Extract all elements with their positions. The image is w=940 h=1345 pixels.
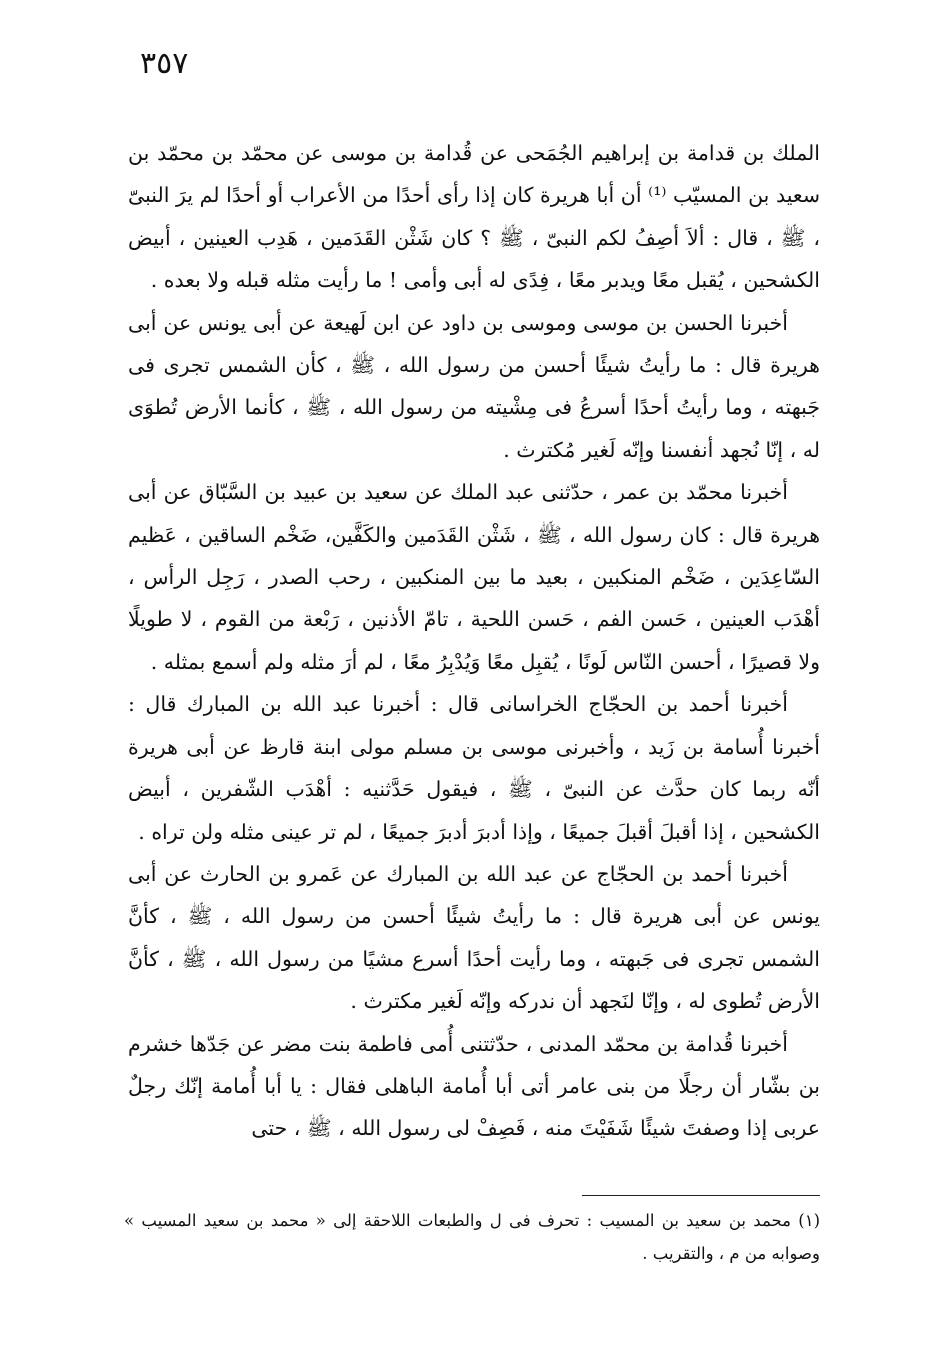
page-number: ٣٥٧ xyxy=(140,46,189,81)
paragraph-2: أخبرنا الحسن بن موسى وموسى بن داود عن ابن لَهيعة عن أبى يونس عن أبى هريرة قال : ما رأيتُ شيئًا أحسن من رسول الله ، ﷺ ، كأن الشمس تجرى فى جَبهته ، وما رأيتُ أحدًا أسرعُ فى مِشْيته من رسول الله ، ﷺ ، كأنما الأرض تُطوَى له ، إنّا نُجهد أنفسنا وإنّه لَغير مُكترث . xyxy=(128,310,820,462)
main-text xyxy=(128,132,820,1150)
footnote-divider xyxy=(582,1195,820,1196)
paragraph-6: أخبرنا قُدامة بن محمّد المدنى ، حدّثتنى أُمى فاطمة بنت مضر عن جَدّها خشرم بن بشّار أن رجلًا من بنى عامر أتى أبا أُمامة الباهلى فقال : يا أبا أُمامة إنّك رجلٌ عربى إذا وصفتَ شيئًا شَفَيْتَ منه ، فَصِفْ لى رسول الله ، ﷺ ، حتى xyxy=(128,1031,820,1141)
paragraph-1: الملك بن قدامة بن إبراهيم الجُمَحى عن قُدامة بن موسى عن محمّد بن محمّد بن سعيد بن المسيّب ⁽¹⁾ أن أبا هريرة كان إذا رأى أحدًا من الأعراب أو أحدًا لم يرَ النبىّ ، ﷺ ، قال : ألاَ أصِفُ لكم النبىّ ، ﷺ ؟ كان شَثْن القَدَمين ، هَدِب العينين ، أبيض الكشحين ، يُقبل معًا ويدبر معًا ، فِدًى له أبى وأمى ! ما رأيت مثله قبله ولا بعده . xyxy=(128,141,821,293)
footnote: (١) محمد بن سعيد بن المسيب : تحرف فى ل والطبعات اللاحقة إلى « محمد بن سعيد المسيب » وصوابه من م ، والتقريب . xyxy=(124,1211,820,1263)
paragraph-5: أخبرنا أحمد بن الحجّاج عن عبد الله بن المبارك عن عَمرو بن الحارث عن أبى يونس عن أبى هريرة قال : ما رأيتُ شيئًا أحسن من رسول الله ، ﷺ ، كأنَّ الشمس تجرى فى جَبهته ، وما رأيت أحدًا أسرع مشيًا من رسول الله ، ﷺ ، كأنَّ الأرض تُطوى له ، وإنّا لنَجهد أن ندركه وإنّه لَغير مكترث . xyxy=(128,861,820,1014)
paragraph-4: أخبرنا أحمد بن الحجّاج الخراسانى قال : أخبرنا عبد الله بن المبارك قال : أخبرنا أُسامة بن زَيد ، وأخبرنى موسى بن مسلم مولى ابنة قارظ عن أبى هريرة أنّه ربما كان حدَّث عن النبىّ ، ﷺ ، فيقول حَدَّثنيه : أهْدَب الشّفرين ، أبيض الكشحين ، إذا أقبلَ أقبلَ جميعًا ، وإذا أدبرَ أدبرَ جميعًا ، لم تر عينى مثله ولن تراه . xyxy=(128,692,820,844)
paragraph-3: أخبرنا محمّد بن عمر ، حدّثنى عبد الملك عن سعيد بن عبيد بن السَّبّاق عن أبى هريرة قال : كان رسول الله ، ﷺ ، شَثْن القَدَمين والكَفَّين، ضَخْم الساقين ، عَظيم السّاعِدَين ، ضَخْم المنكبين ، بعيد ما بين المنكبين ، رحب الصدر ، رَجِل الرأس ، أهْدَب العينين ، حَسن الفم ، حَسن اللحية ، تامّ الأذنين ، رَبْعة من القوم ، لا طويلًا ولا قصيرًا ، أحسن النّاس لَونًا ، يُقبِل معًا وَيُدْبِرُ معًا ، لم أرَ مثله ولم أسمع بمثله . xyxy=(128,480,820,674)
